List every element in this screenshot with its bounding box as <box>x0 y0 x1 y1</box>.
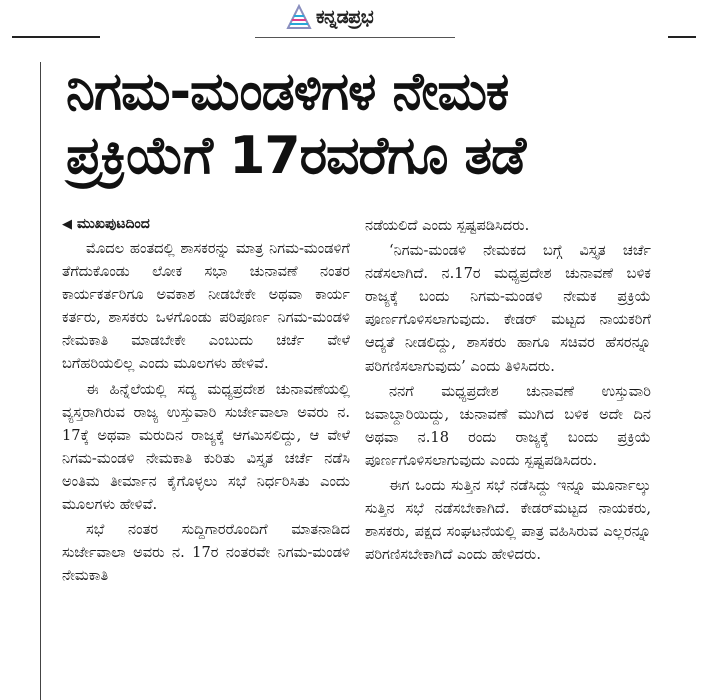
continued-from-label: ಮುಖಪುಟದಿಂದ <box>77 216 150 233</box>
paragraph: ಮೊದಲ ಹಂತದಲ್ಲಿ ಶಾಸಕರನ್ನು ಮಾತ್ರ ನಿಗಮ-ಮಂಡಳಿಗೆ ತೆಗೆದುಕೊಂಡು ಲೋಕ ಸಭಾ ಚುನಾವಣೆ ನಂತರ ಕಾರ್ಯಕರ್ತರಿಗೂ ಅವಕಾಶ ನೀಡಬೇಕೇ ಅಥವಾ ಕಾರ್ಯ ಕರ್ತರು, ಶಾಸಕರು ಒಳಗೊಂಡು ಪರಿಪೂರ್ಣ ನಿಗಮ-ಮಂಡಳಿ ನೇಮಕಾತಿ ಮಾಡಬೇಕೇ ಎಂಬುದು ಚರ್ಚೆ ವೇಳೆ ಬಗೆಹರಿಯಲಿಲ್ಲ ಎಂದು ಮೂಲಗಳು ಹೇಳಿವೆ. <box>62 240 350 373</box>
paragraph: ನಡೆಯಲಿದೆ ಎಂದು ಸ್ಪಷ್ಟಪಡಿಸಿದರು. <box>365 217 530 234</box>
header-rule-right <box>668 36 696 38</box>
article-column-left <box>62 214 350 589</box>
column-rule <box>40 62 41 700</box>
headline <box>66 60 646 188</box>
masthead-brand: ಕನ್ನಡಪ್ರಭ <box>316 6 374 28</box>
headline-line-1: ನಿಗಮ-ಮಂಡಳಿಗಳ ನೇಮಕ <box>66 62 509 122</box>
kannada-prabha-logo-icon <box>286 4 312 30</box>
paragraph: ನನಗೆ ಮಧ್ಯಪ್ರದೇಶ ಚುನಾವಣೆ ಉಸ್ತುವಾರಿ ಜವಾಬ್ದಾರಿಯಿದ್ದು, ಚುನಾವಣೆ ಮುಗಿದ ಬಳಿಕ ಅದೇ ದಿನ ಅಥವಾ ನ.18 ರಂದು ರಾಜ್ಯಕ್ಕೆ ಬಂದು ಪ್ರಕ್ರಿಯೆ ಪೂರ್ಣಗೊಳಿಸಲಾಗುವುದು ಎಂದು ಸ್ಪಷ್ಟಪಡಿಸಿದರು. <box>365 382 651 469</box>
paragraph: ‘ನಿಗಮ-ಮಂಡಳಿ ನೇಮಕದ ಬಗ್ಗೆ ವಿಸ್ತೃತ ಚರ್ಚೆ ನಡೆಸಲಾಗಿದೆ. ನ.17ರ ಮಧ್ಯಪ್ರದೇಶ ಚುನಾವಣೆ ಬಳಿಕ ರಾಜ್ಯಕ್ಕೆ ಬಂದು ನಿಗಮ-ಮಂಡಳಿ ನೇಮಕ ಪ್ರಕ್ರಿಯೆ ಪೂರ್ಣಗೊಳಿಸಲಾಗುವುದು. ಕೇಡರ್ ಮಟ್ಟದ ನಾಯಕರಿಗೆ ಆದ್ಯತೆ ನೀಡಲಿದ್ದು, ಶಾಸಕರು ಹಾಗೂ ಸಚಿವರ ಹೆಸರನ್ನೂ ಪರಿಗಣಿಸಲಾಗುವುದು’ ಎಂದು ತಿಳಿಸಿದರು. <box>365 242 651 375</box>
paragraph: ಈ ಹಿನ್ನೆಲೆಯಲ್ಲಿ ಸದ್ಯ ಮಧ್ಯಪ್ರದೇಶ ಚುನಾವಣೆಯಲ್ಲಿ ವ್ಯಸ್ತರಾಗಿರುವ ರಾಜ್ಯ ಉಸ್ತುವಾರಿ ಸುರ್ಜೇವಾಲಾ ಅವರು ನ. 17ಕ್ಕೆ ಅಥವಾ ಮರುದಿನ ರಾಜ್ಯಕ್ಕೆ ಆಗಮಿಸಲಿದ್ದು, ಆ ವೇಳೆ ನಿಗಮ-ಮಂಡಳಿ ನೇಮಕಾತಿ ಕುರಿತು ವಿಸ್ತೃತ ಚರ್ಚೆ ನಡೆಸಿ ಅಂತಿಮ ತೀರ್ಮಾನ ಕೈಗೊಳ್ಳಲು ಸಭೆ ನಿರ್ಧರಿಸಿತು ಎಂದು ಮೂಲಗಳು ಹೇಳಿವೆ. <box>62 380 350 514</box>
arrow-left-icon: ◀ <box>62 217 72 233</box>
header-rule-left <box>12 36 100 38</box>
header-rule-center <box>255 37 455 38</box>
article-column-right <box>365 214 651 568</box>
continued-from-marker <box>62 214 350 236</box>
masthead <box>286 2 446 32</box>
paragraph: ಈಗ ಒಂದು ಸುತ್ತಿನ ಸಭೆ ನಡೆಸಿದ್ದು ಇನ್ನೂ ಮೂರ್ನಾಲ್ಕು ಸುತ್ತಿನ ಸಭೆ ನಡೆಸಬೇಕಾಗಿದೆ. ಕೇಡರ್‌ಮಟ್ಟದ ನಾಯಕರು, ಶಾಸಕರು, ಪಕ್ಷದ ಸಂಘಟನೆಯಲ್ಲಿ ಪಾತ್ರ ವಹಿಸಿರುವ ಎಲ್ಲರನ್ನೂ ಪರಿಗಣಿಸಬೇಕಾಗಿದೆ ಎಂದು ಹೇಳಿದರು. <box>365 477 651 564</box>
paragraph: ಸಭೆ ನಂತರ ಸುದ್ದಿಗಾರರೊಂದಿಗೆ ಮಾತನಾಡಿದ ಸುರ್ಜೇವಾಲಾ ಅವರು ನ. 17ರ ನಂತರವೇ ನಿಗಮ-ಮಂಡಳಿ ನೇಮಕಾತಿ <box>62 521 350 585</box>
headline-line-2: ಪ್ರಕ್ರಿಯೆಗೆ 17ರವರೆಗೂ ತಡೆ <box>66 126 526 186</box>
